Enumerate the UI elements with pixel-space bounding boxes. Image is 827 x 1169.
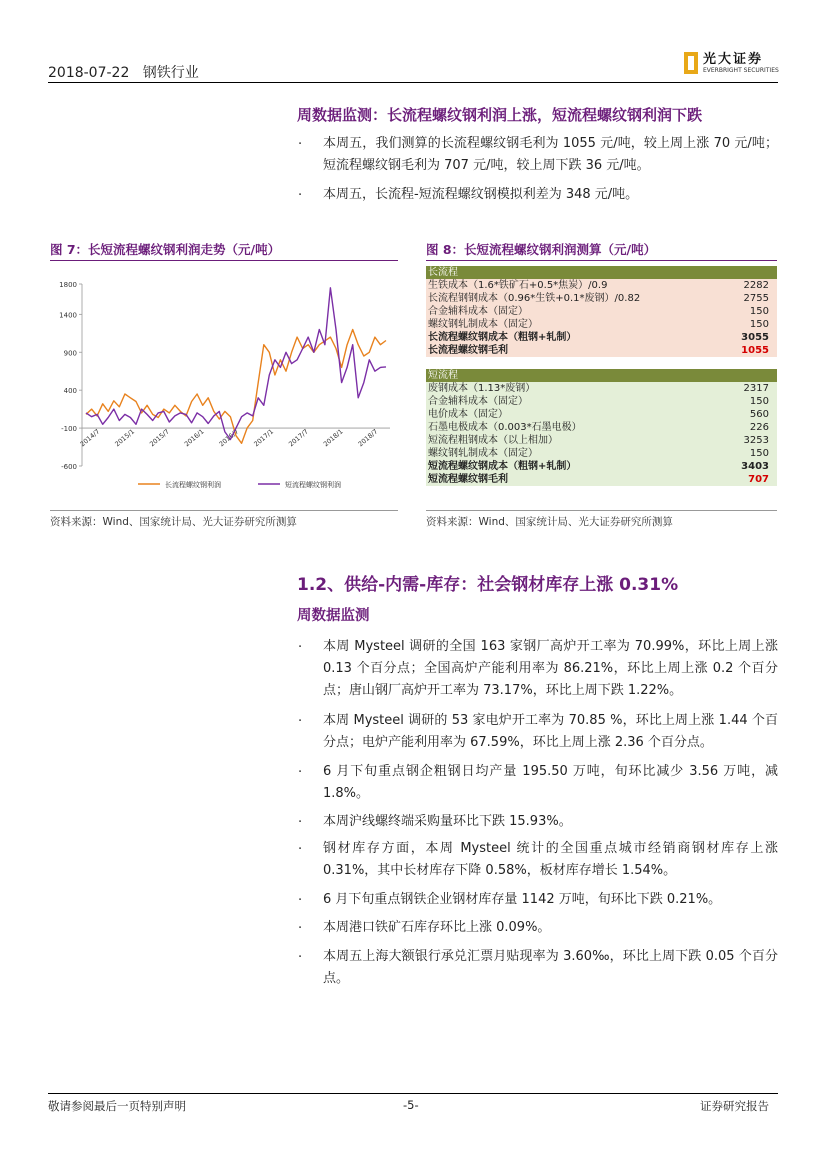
table-row-long-profit: 长流程螺纹钢毛利 1055	[426, 344, 777, 357]
logo-text-cn: 光大证券	[703, 51, 764, 67]
logo-mark-icon	[684, 52, 698, 74]
table-row-short-profit: 短流程螺纹钢毛利 707	[426, 473, 777, 486]
profit-trend-chart	[50, 266, 400, 506]
y-tick-label: 1800	[59, 281, 77, 289]
y-tick-label: 900	[63, 349, 77, 358]
figure-8-title: 图 8：长短流程螺纹钢利润测算（元/吨）	[426, 242, 657, 257]
section-2-title: 1.2、供给-内需-库存：社会钢材库存上涨 0.31%	[297, 575, 679, 595]
footer-report-type: 证券研究报告	[700, 1099, 769, 1113]
paragraph: 本周 Mysteel 调研的全国 163 家钢厂高炉开工率为 70.99%，环比上周上涨 0.13 个百分点；全国高炉产能利用率为 86.21%，环比上周上涨 0.2 个百分点；唐山钢厂高炉开工率为 73.17%，环比上周下跌 1.22%。	[323, 639, 778, 698]
y-tick-label: -100	[61, 425, 77, 434]
paragraph: 本周五上海大额银行承兑汇票月贴现率为 3.60‰，环比上周下跌 0.05 个百分点。	[323, 949, 778, 986]
figure-8-rule	[426, 260, 777, 261]
table-row: 螺纹钢轧制成本（固定） 150	[426, 318, 777, 331]
table-row: 螺纹钢轧制成本（固定） 150	[426, 447, 777, 460]
x-tick-label: 2017/1	[252, 427, 276, 449]
table-row: 合金辅料成本（固定） 150	[426, 395, 777, 408]
y-tick-label: 400	[63, 387, 77, 396]
footer-page-number: -5-	[403, 1098, 419, 1112]
report-date: 2018-07-22	[48, 65, 130, 81]
paragraph: 本周 Mysteel 调研的 53 家电炉开工率为 70.85 %，环比上周上涨 1.44 个百分点；电炉产能利用率为 67.59%，环比上周上涨 2.36 个百分点。	[323, 713, 778, 750]
company-logo	[684, 52, 779, 74]
short-process-header: 短流程	[426, 369, 777, 382]
bullet-dot: ·	[298, 714, 303, 729]
logo-text-en: EVERBRIGHT SECURITIES	[703, 66, 779, 74]
table-row: 生铁成本（1.6*铁矿石+0.5*焦炭）/0.9 2282	[426, 279, 777, 292]
x-tick-label: 2018/7	[356, 427, 380, 449]
bullet-dot: ·	[298, 921, 303, 936]
paragraph: 6 月下旬重点钢企粗钢日均产量 195.50 万吨，旬环比减少 3.56 万吨，减 1.8%。	[323, 764, 778, 801]
bullet-dot: ·	[298, 640, 303, 655]
x-tick-label: 2018/1	[321, 427, 345, 449]
industry-name: 钢铁行业	[142, 65, 199, 81]
paragraph: 本周沪线螺终端采购量环比下跌 15.93%。	[323, 814, 572, 829]
table-row: 电价成本（固定） 560	[426, 408, 777, 421]
x-tick-label: 2015/1	[113, 427, 137, 449]
x-tick-label: 2016/1	[182, 427, 206, 449]
table-row: 石墨电极成本（0.003*石墨电极） 226	[426, 421, 777, 434]
bullet-dot: ·	[298, 893, 303, 908]
legend-label: 短流程螺纹钢利润	[285, 481, 341, 489]
figure-8-bottom-rule	[426, 510, 777, 511]
bullet-dot: ·	[298, 188, 303, 203]
bullet-dot: ·	[298, 765, 303, 780]
table-row: 长流程螺纹钢成本（粗钢+轧制） 3055	[426, 331, 777, 344]
y-tick-label: 1400	[59, 311, 77, 320]
figure-8-source: 资料来源：Wind、国家统计局、光大证券研究所测算	[426, 516, 673, 528]
bullet-dot: ·	[298, 842, 303, 857]
figure-7-title: 图 7：长短流程螺纹钢利润走势（元/吨）	[50, 242, 281, 257]
footer-divider	[48, 1093, 778, 1094]
y-tick-label: -600	[61, 463, 77, 471]
long-process-header: 长流程	[426, 266, 777, 279]
x-tick-label: 2017/7	[287, 427, 310, 449]
paragraph: 钢材库存方面，本周 Mysteel 统计的全国重点城市经销商钢材库存上涨 0.31%，其中长材库存下降 0.58%，板材库存增长 1.54%。	[323, 841, 778, 878]
bullet-dot: ·	[298, 950, 303, 965]
table-row: 废钢成本（1.13*废钢） 2317	[426, 382, 777, 395]
section-2-subtitle: 周数据监测	[297, 608, 370, 624]
table-row: 短流程螺纹钢成本（粗钢+轧制） 3403	[426, 460, 777, 473]
table-row: 短流程粗钢成本（以上相加） 3253	[426, 434, 777, 447]
bullet-dot: ·	[298, 137, 303, 152]
x-tick-label: 2015/7	[148, 427, 171, 449]
paragraph: 本周五，我们测算的长流程螺纹钢毛利为 1055 元/吨，较上周上涨 70 元/吨；短流程螺纹钢毛利为 707 元/吨，较上周下跌 36 元/吨。	[323, 136, 778, 173]
x-tick-label: 2014/7	[78, 427, 102, 449]
table-row: 长流程钢钢成本（0.96*生铁+0.1*废钢）/0.82 2755	[426, 292, 777, 305]
figure-7-bottom-rule	[50, 510, 398, 511]
footer-disclaimer: 敬请参阅最后一页特别声明	[48, 1099, 186, 1113]
paragraph: 本周五，长流程-短流程螺纹钢模拟利差为 348 元/吨。	[323, 187, 639, 202]
bullet-dot: ·	[298, 815, 303, 830]
paragraph: 本周港口铁矿石库存环比上涨 0.09%。	[323, 920, 551, 935]
table-row: 合金辅料成本（固定） 150	[426, 305, 777, 318]
header-date	[48, 62, 199, 82]
paragraph: 6 月下旬重点钢铁企业钢材库存量 1142 万吨，旬环比下跌 0.21%。	[323, 892, 722, 907]
section-title: 周数据监测：长流程螺纹钢利润上涨，短流程螺纹钢利润下跌	[297, 106, 703, 124]
x-tick-label: 2016/7	[217, 427, 241, 449]
header-divider	[48, 82, 778, 83]
long-process-profit-line	[86, 330, 386, 444]
figure-7-source: 资料来源：Wind、国家统计局、光大证券研究所测算	[50, 516, 297, 528]
profit-calc-table	[426, 266, 777, 486]
figure-7-rule	[50, 260, 398, 261]
legend-label: 长流程螺纹钢利润	[165, 481, 221, 489]
